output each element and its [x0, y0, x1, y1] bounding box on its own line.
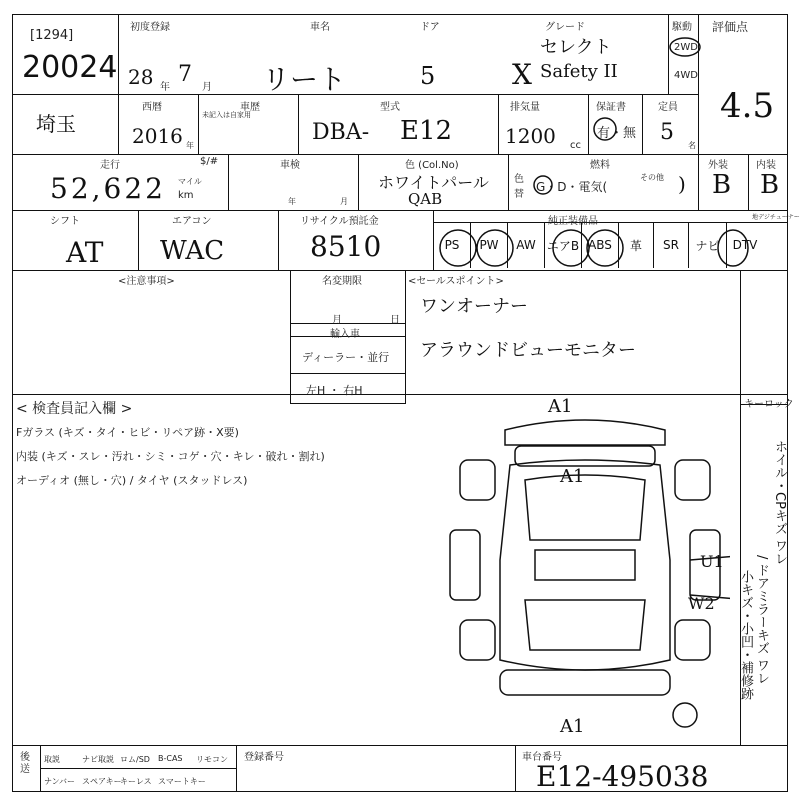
lot-bracket: [1294] — [30, 28, 74, 43]
equipment-item: エアB — [544, 222, 581, 268]
model-code: E12 — [400, 116, 453, 146]
mileage-value: 52,622 — [50, 172, 166, 205]
damage-hood: A1 — [560, 466, 585, 487]
exterior-value: B — [712, 170, 732, 200]
western-label: 西暦 — [142, 102, 162, 113]
warranty-options: 有・無 — [597, 126, 637, 141]
import-label: 輸入車 — [330, 329, 360, 340]
inspector-line-1: Fガラス (キズ・タイ・ヒビ・リペア跡・X要) — [16, 426, 239, 439]
capacity-value: 5 — [660, 120, 674, 145]
bottom-item: リモコン — [196, 755, 228, 764]
recycle-label: リサイクル預託金 — [300, 216, 379, 227]
displacement-label: 排気量 — [510, 102, 540, 113]
interior-value: B — [760, 170, 780, 200]
handle-label: 左H ・ 右H — [306, 384, 363, 397]
western-year: 2016 — [132, 124, 183, 148]
warranty-circle — [592, 116, 618, 142]
bottom-item: キーレス — [120, 777, 152, 786]
history-label: 車歴 — [240, 102, 260, 113]
color-no: QAB — [408, 190, 443, 208]
border-left — [12, 14, 13, 792]
exterior-label: 外装 — [708, 160, 728, 171]
prefecture: 埼玉 — [36, 112, 76, 136]
color-value: ホワイトパール — [378, 173, 489, 192]
aircon-value: WAC — [160, 236, 225, 266]
dealer-label: ディーラー・並行 — [302, 351, 390, 364]
drive-circle — [668, 36, 702, 58]
back-label: 後送 — [20, 752, 30, 775]
bottom-item: ナビ取説 — [82, 755, 114, 764]
bottom-item: スマートキー — [158, 777, 206, 786]
car-name-label: 車名 — [310, 22, 330, 33]
interior-label: 内装 — [756, 160, 776, 171]
inspector-line-2: 内装 (キズ・スレ・汚れ・シミ・コゲ・穴・キレ・破れ・割れ) — [16, 450, 325, 463]
score-label: 評価点 — [712, 20, 749, 34]
sales-point-2: アラウンドビューモニター — [420, 340, 636, 361]
fuel-options: G・D・電気( — [536, 180, 608, 194]
car-damage-diagram — [440, 400, 730, 740]
lot-number: 20024 — [22, 50, 118, 85]
shift-label: シフト — [50, 216, 80, 227]
border-top — [12, 14, 788, 15]
drive-2wd: 2WD — [674, 42, 698, 53]
drive-label: 駆動 — [672, 22, 692, 33]
first-reg-month: 7 — [178, 62, 192, 87]
mileage-label: 走行 — [100, 160, 120, 171]
bottom-item: ナンバー — [44, 777, 76, 786]
equipment-item: DTV — [726, 222, 763, 268]
equipment-item: 革 — [618, 222, 653, 268]
grade-value: セレクト Safety II — [540, 37, 618, 82]
chassis-value: E12-495038 — [536, 760, 709, 793]
score-value: 4.5 — [720, 86, 775, 126]
recycle-value: 8510 — [310, 230, 382, 263]
model-prefix: DBA- — [312, 120, 370, 145]
shift-value: AT — [66, 236, 104, 269]
notes-label: <注意事項> — [118, 276, 175, 287]
drive-4wd: 4WD — [674, 70, 698, 81]
key-lock-label: キーロック — [744, 399, 794, 410]
sales-point-label: <セールスポイント> — [408, 276, 504, 287]
side-note-2: / ドアミラーキズ ワレ — [754, 555, 769, 685]
equipment-item: SR — [653, 222, 688, 268]
grade-x: X — [512, 58, 532, 91]
damage-door-1: U1 — [700, 552, 724, 571]
capacity-label: 定員 — [658, 102, 678, 113]
equipment-item: ナビ — [688, 222, 726, 268]
displacement-value: 1200 — [505, 124, 556, 148]
fuel-circle — [532, 174, 554, 196]
equipment-circles — [433, 226, 788, 270]
inspector-label: < 検査員記入欄 > — [16, 401, 133, 417]
equipment-item: ABS — [581, 222, 618, 268]
warranty-label: 保証書 — [596, 102, 626, 113]
equipment-label: 純正装備品 — [548, 216, 598, 227]
side-note-3: 小キズ・小凹・補修跡 — [738, 570, 753, 700]
name-change-label: 名変期限 — [322, 276, 362, 287]
inspector-line-3: オーディオ (無し・穴) / タイヤ (スタッドレス) — [16, 474, 248, 487]
equipment-item: PS — [433, 222, 470, 268]
bottom-item: ロム/SD — [120, 755, 150, 764]
bottom-item: 取説 — [44, 755, 60, 764]
side-note-1: ホイル・CPキズ ワレ — [772, 440, 787, 566]
car-name-value: リート — [262, 63, 347, 96]
first-reg-year: 28 — [128, 65, 154, 89]
sales-point-1: ワンオーナー — [420, 296, 528, 317]
equipment-item: PW — [470, 222, 507, 268]
inspection-label: 車検 — [280, 160, 300, 171]
chassis-label: 車台番号 — [522, 752, 562, 763]
aircon-label: エアコン — [172, 216, 212, 227]
damage-door-2: W2 — [688, 594, 715, 613]
color-label: 色 (Col.No) — [405, 160, 459, 171]
fuel-label: 燃料 — [590, 160, 610, 171]
damage-rear: A1 — [560, 716, 585, 737]
doors-value: 5 — [420, 62, 436, 90]
equipment-item: AW — [507, 222, 544, 268]
model-label: 型式 — [380, 102, 400, 113]
bottom-item: スペアキー — [82, 777, 122, 786]
damage-front: A1 — [548, 396, 573, 417]
doors-label: ドア — [420, 22, 440, 33]
first-reg-label: 初度登録 — [130, 22, 170, 33]
registration-label: 登録番号 — [244, 752, 284, 763]
grade-label: グレード — [545, 22, 585, 33]
bottom-item: B-CAS — [158, 754, 183, 763]
